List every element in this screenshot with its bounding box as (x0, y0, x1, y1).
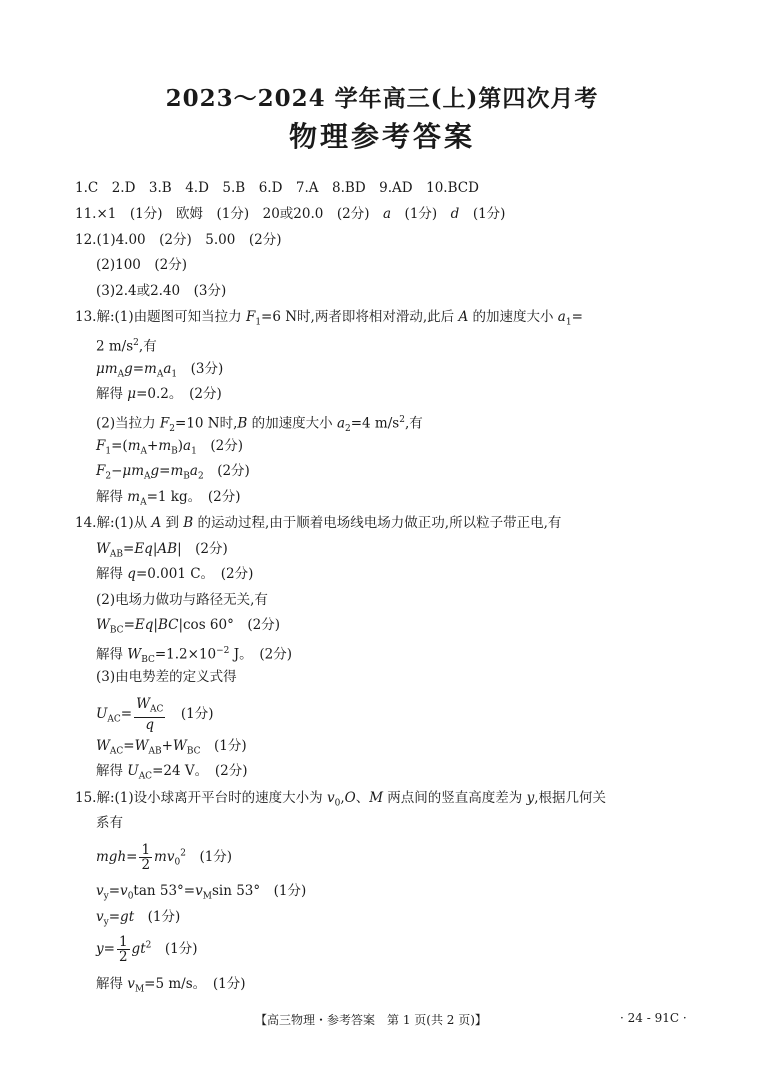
answer-13-line1: 13.解:(1)由题图可知当拉力 $F_1=6$ N时,两者即将相对滑动,此后 A 的加速度大小 $a_1=$ (75, 309, 583, 328)
answer-14-line4: (2)电场力做功与路径无关,有 (96, 592, 268, 608)
answer-key-title: 物理参考答案 (288, 120, 475, 153)
answer-13-line2: 2 $m/s^2$,有 (96, 338, 157, 355)
exam-title: 2023～2024 学年高三(上)第四次月考 (165, 85, 599, 112)
answer-13-line7: $F_2-\mu m_Ag=m_Ba_2$ (2分) (96, 463, 250, 482)
answer-14-line7: (3)由电势差的定义式得 (96, 669, 237, 685)
paper-code: · 24 - 91C · (620, 1011, 687, 1025)
answer-14-line9: $W_{AC}=W_{AB}+W_{BC}$ (1分) (96, 738, 247, 757)
answer-15-line5: $v_y=gt$ (1分) (96, 909, 181, 928)
answer-14-line6: 解得 $W_{BC}=1.2\times 10^{-2}$ J。 (2分) (96, 646, 292, 666)
answer-15-line1: 15.解:(1)设小球离开平台时的速度大小为 $v_0,O$、M 两点间的竖直高度差为 y,根据几何关 (75, 790, 607, 809)
answer-13-line5: (2)当拉力 $F_2=10$ N时,B 的加速度大小 $a_2=4$ $m/s^2$,有 (96, 415, 423, 435)
answer-15-line2: 系有 (96, 815, 123, 831)
fraction-one-half: $\frac{1}{2}$ (141, 842, 151, 873)
answer-15-line6: y= $\frac{1}{2}$ $gt^2$ (1分) (96, 934, 198, 965)
answer-15-line3: mgh= $\frac{1}{2}$ $mv_0^2$ (1分) (96, 842, 233, 873)
answer-15-line4: $v_y=v_0\tan$ $53^\circ=v_M\sin$ 53° (1分) (96, 883, 307, 902)
answer-14-line5: $W_{BC}=Eq|BC|\cos$ 60° (2分) (96, 617, 280, 636)
answer-13-line3: $\mu m_Ag=m_Aa_1$ (3分) (96, 361, 224, 380)
answer-15-line7: 解得 $v_M=5$ m/s。 (1分) (96, 976, 246, 995)
answer-13-line8: 解得 $m_A=1$ kg。 (2分) (96, 489, 241, 508)
answer-14-line1: 14.解:(1)从 A 到 B 的运动过程,由于顺着电场线电场力做正功,所以粒子带正电,有 (75, 515, 562, 531)
answer-13-line6: $F_1=(m_A+m_B)a_1$ (2分) (96, 438, 243, 457)
fraction-wac-over-q: $\frac{W_{AC}}{q}$ (136, 696, 164, 733)
answer-14-line2: $W_{AB}=Eq|AB|$ (2分) (96, 541, 228, 560)
answer-12-part2: (2)100 (2分) (96, 257, 188, 273)
answer-12-part3: (3)2.4或2.40 (3分) (96, 283, 227, 299)
fraction-one-half: $\frac{1}{2}$ (118, 934, 128, 965)
answer-14-line10: 解得 $U_{AC}=24$ V。 (2分) (96, 763, 248, 782)
page-footer: 【高三物理・参考答案 第 1 页(共 2 页)】 (255, 1013, 487, 1027)
answer-13-line4: 解得 μ=0.2。 (2分) (96, 386, 222, 402)
answer-14-line3: 解得 q=0.001 C。 (2分) (96, 566, 254, 582)
answer-12-part1: 12.(1)4.00 (2分) 5.00 (2分) (75, 232, 282, 248)
answer-11: 11.×1 (1分) 欧姆 (1分) 20或20.0 (2分) a (1分) d (1分) (75, 206, 506, 222)
answers-1-10: 1.C 2.D 3.B 4.D 5.B 6.D 7.A 8.BD 9.AD 10.BCD (75, 180, 479, 196)
answer-14-line8: $U_{AC}=$ $\frac{W_{AC}}{q}$ (1分) (96, 696, 214, 733)
